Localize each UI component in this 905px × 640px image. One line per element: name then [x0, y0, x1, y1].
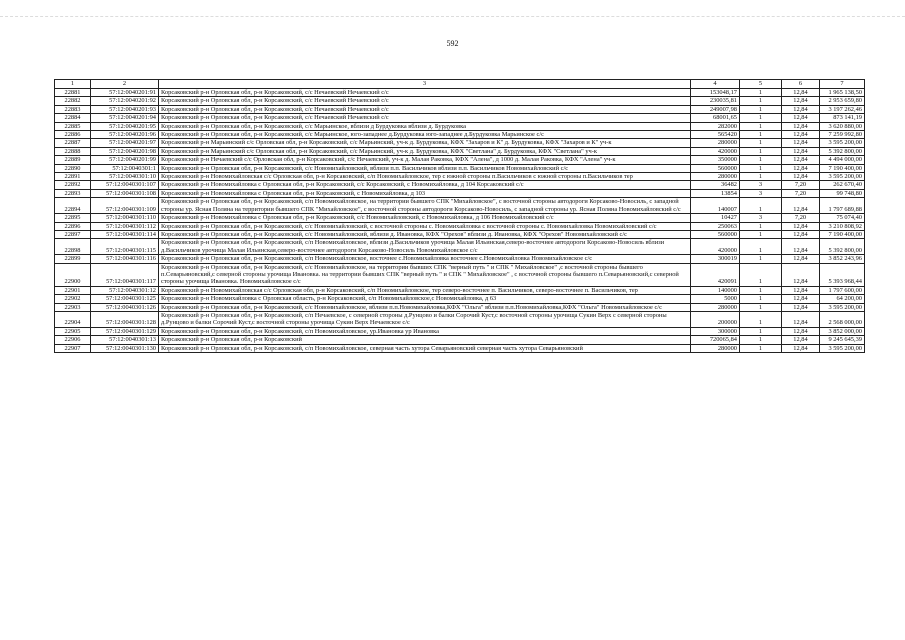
rate-value: 12,84	[782, 147, 820, 155]
location-description: Корсаковский р-н Орловская обл, р-н Корсаковский, с/с Новомихайловское, на территории бывших СПК "верный путь " и СПК " Михайловское" ,с восточной стороны бывшего п.Севарьяновский,с северной стороны урочища Ивановка. на территории бывших СПК "верный путь " и СПК " Михайловское" , с восточной стороны бывшего п.Севарьяновский,с северной стороны урочища Ивановка. Новомихайловское с/с	[159, 263, 691, 286]
area-value: 420091	[691, 263, 740, 286]
coefficient: 1	[740, 263, 782, 286]
column-header: 1	[55, 80, 91, 89]
row-number: 22891	[55, 173, 91, 181]
table-row	[55, 131, 865, 139]
column-header: 4	[691, 80, 740, 89]
cadastral-number: 57:12:0040201:96	[91, 131, 159, 139]
area-value: 300019	[691, 255, 740, 263]
coefficient: 1	[740, 198, 782, 214]
rate-value: 12,84	[782, 139, 820, 147]
location-description: Корсаковский р-н Орловская обл, р-н Корсаковский, с/с Нечаевский Нечаевский с/с	[159, 97, 691, 105]
cadastral-number: 57:12:0040301:12	[91, 286, 159, 294]
column-header: 2	[91, 80, 159, 89]
row-number: 22896	[55, 222, 91, 230]
coefficient: 3	[740, 181, 782, 189]
row-number: 22882	[55, 97, 91, 105]
area-value: 36482	[691, 181, 740, 189]
table-row	[55, 255, 865, 263]
row-number: 22898	[55, 239, 91, 255]
area-value: 420000	[691, 239, 740, 255]
coefficient: 1	[740, 114, 782, 122]
location-description: Корсаковский р-н Орловская обл, р-н Корсаковский, с/с Нечаевский Нечаевский с/с	[159, 89, 691, 97]
location-description: Корсаковский р-н Марьинский с/с Орловская обл, р-н Корсаковский, с/с Марьинский, уч-к д. Бурдуковка, КФХ "Захаров и К" д. Бурдуковка, КФХ "Захаров и К" уч-к	[159, 139, 691, 147]
area-value: 350000	[691, 156, 740, 164]
rate-value: 12,84	[782, 336, 820, 344]
location-description: Корсаковский р-н Новомихайловка с Орловская обл, р-н Корсаковский, с/с Корсаковский, с Новомихайловка, д 104 Корсаковский с/с	[159, 181, 691, 189]
coefficient: 1	[740, 239, 782, 255]
cadastral-number: 57:12:0040301:115	[91, 239, 159, 255]
table-row	[55, 122, 865, 130]
row-number: 22895	[55, 214, 91, 222]
cadastral-number: 57:12:0040201:91	[91, 89, 159, 97]
column-header: 6	[782, 80, 820, 89]
area-value: 560000	[691, 230, 740, 238]
area-value: 5000	[691, 295, 740, 303]
cadastral-value: 7 259 992,80	[820, 131, 865, 139]
rate-value: 12,84	[782, 344, 820, 352]
area-value: 230035,81	[691, 97, 740, 105]
table-row	[55, 156, 865, 164]
location-description: Корсаковский р-н Орловская обл, р-н Корсаковский, с/п Новомихайловское, вблизи д.Васильчиков урочища Малая Ильинская,северо-восточнее автодороги Корсаково-Новосиль вблизи д.Васильчиков урочища Малая Ильинская,северо-восточнее автодороги Корсаково-Новосиль Новомихайловское с/с	[159, 239, 691, 255]
location-description: Корсаковский р-н Орловская обл, р-н Корсаковский, с/п Нечаевское, с северной стороны д.Рунцово и балки Сорочий Куст,с восточной стороны урочища Сукин Верх с северной стороны д.Рунцово и балки Сорочий Куст,с восточной стороны урочища Сукин Верх Нечаевское с/с	[159, 311, 691, 327]
cadastral-value: 3 197 262,46	[820, 105, 865, 113]
area-value: 249007,98	[691, 105, 740, 113]
coefficient: 1	[740, 295, 782, 303]
table-row	[55, 181, 865, 189]
rate-value: 12,84	[782, 295, 820, 303]
coefficient: 1	[740, 173, 782, 181]
location-description: Корсаковский р-н Орловская обл, р-н Корсаковский, с/с Новомихайловское, вблизи п.п.Новомихайловка,КФХ "Ольга" вблизи п.п.Новомихайловка,КФХ "Ольга" Новомихайловское с/с	[159, 303, 691, 311]
cadastral-value: 262 670,40	[820, 181, 865, 189]
row-number: 22890	[55, 164, 91, 172]
area-value: 420000	[691, 147, 740, 155]
coefficient: 1	[740, 131, 782, 139]
table-header-row	[55, 80, 865, 89]
coefficient: 1	[740, 255, 782, 263]
row-number: 22897	[55, 230, 91, 238]
cadastral-number: 57:12:0040201:92	[91, 97, 159, 105]
rate-value: 12,84	[782, 114, 820, 122]
location-description: Корсаковский р-н Орловская обл, р-н Корсаковский, с/с Нечаевский Нечаевский с/с	[159, 105, 691, 113]
coefficient: 1	[740, 156, 782, 164]
location-description: Корсаковский р-н Орловская обл, р-н Корсаковский, с/п Новомихайловское, восточнее с.Новомихайловка восточнее с.Новомихайловка Новомихайловское с/с	[159, 255, 691, 263]
cadastral-value: 4 494 000,00	[820, 156, 865, 164]
rate-value: 12,84	[782, 131, 820, 139]
area-value: 720065,84	[691, 336, 740, 344]
row-number: 22899	[55, 255, 91, 263]
cadastral-value: 99 748,80	[820, 189, 865, 197]
location-description: Корсаковский р-н Орловская обл, р-н Корсаковский, с/с Марьинское, вблизи д Бурдуковка вблизи д. Бурдуковка	[159, 122, 691, 130]
cadastral-value: 9 245 645,39	[820, 336, 865, 344]
table-row	[55, 263, 865, 286]
table-row	[55, 139, 865, 147]
row-number: 22887	[55, 139, 91, 147]
coefficient: 1	[740, 122, 782, 130]
coefficient: 3	[740, 214, 782, 222]
coefficient: 3	[740, 189, 782, 197]
cadastral-number: 57:12:0040201:98	[91, 147, 159, 155]
cadastral-value: 3 852 000,00	[820, 327, 865, 335]
row-number: 22894	[55, 198, 91, 214]
area-value: 153048,17	[691, 89, 740, 97]
location-description: Корсаковский р-н Новомихайловская с/с Орловская обл, р-н Корсаковский, с/п Новомихайловское, тер с южной стороны п.Васильчиков с южной стороны п.Васильчиков тер	[159, 173, 691, 181]
table-row	[55, 147, 865, 155]
row-number: 22893	[55, 189, 91, 197]
row-number: 22881	[55, 89, 91, 97]
area-value: 140000	[691, 286, 740, 294]
coefficient: 1	[740, 222, 782, 230]
row-number: 22907	[55, 344, 91, 352]
location-description: Корсаковский р-н Орловская обл, р-н Корсаковский, с/с Нечаевский Нечаевский с/с	[159, 114, 691, 122]
rate-value: 12,84	[782, 222, 820, 230]
table-row	[55, 198, 865, 214]
column-header: 7	[820, 80, 865, 89]
cadastral-number: 57:12:0040301:107	[91, 181, 159, 189]
cadastral-number: 57:12:0040301:130	[91, 344, 159, 352]
location-description: Корсаковский р-н Орловская обл, р-н Корсаковский, с/с Новомихайловский, вблизи д. Ивановка, КФХ "Орехов" вблизи д. Ивановка, КФХ "Орехов" Новомихайловский с/с	[159, 230, 691, 238]
table-row	[55, 286, 865, 294]
location-description: Корсаковский р-н Орловская обл, р-н Корсаковский, с/п Новомихайловское, ур.Ивановка ур Ивановка	[159, 327, 691, 335]
cadastral-value: 873 141,19	[820, 114, 865, 122]
row-number: 22884	[55, 114, 91, 122]
cadastral-number: 57:12:0040301:129	[91, 327, 159, 335]
location-description: Корсаковский р-н Новомихайловка с Орловская обл, р-н Корсаковский, с/с Новомихайловский, с Новомихайловка, д 106 Новомихайловский с/с	[159, 214, 691, 222]
cadastral-value: 75 074,40	[820, 214, 865, 222]
row-number: 22888	[55, 147, 91, 155]
rate-value: 12,84	[782, 156, 820, 164]
location-description: Корсаковский р-н Орловская обл, р-н Корсаковский, с/п Новомихайловское, на территории бывшего СПК "Михайловское", с восточной стороны автодороги Корсаково-Новосиль, с западной стороны ур. Ясная Поляна на территории бывшего СПК "Михайловское", с восточной стороны автодороги Корсаково-Новосиль, с западной стороны ур. Ясная Поляна Новомихайловский с/с	[159, 198, 691, 214]
table-row	[55, 311, 865, 327]
cadastral-value: 3 595 200,00	[820, 303, 865, 311]
row-number: 22903	[55, 303, 91, 311]
area-value: 68001,65	[691, 114, 740, 122]
cadastral-number: 57:12:0040301:117	[91, 263, 159, 286]
area-value: 280000	[691, 303, 740, 311]
location-description: Корсаковский р-н Орловская обл, р-н Корсаковский, с/с Марьинское, юго-западнее д.Бурдуковка юго-западнее д.Бурдуковка Марьинское с/с	[159, 131, 691, 139]
cadastral-value: 7 190 400,00	[820, 164, 865, 172]
registry-table	[54, 79, 865, 353]
location-description: Корсаковский р-н Новомихайловская с/с Орловская обл, р-н Корсаковский, с/п Новомихайловское, тер северо-восточнее п. Васильчиков, северо-восточнее п. Васильчиков, тер	[159, 286, 691, 294]
coefficient: 1	[740, 139, 782, 147]
cadastral-number: 57:12:0040301:108	[91, 189, 159, 197]
cadastral-number: 57:12:0040301:10	[91, 173, 159, 181]
area-value: 300000	[691, 327, 740, 335]
rate-value: 12,84	[782, 263, 820, 286]
cadastral-number: 57:12:0040201:97	[91, 139, 159, 147]
cadastral-number: 57:12:0040301:1	[91, 164, 159, 172]
cadastral-value: 64 200,00	[820, 295, 865, 303]
area-value: 280000	[691, 139, 740, 147]
table-row	[55, 239, 865, 255]
table-row	[55, 327, 865, 335]
cadastral-value: 3 595 200,00	[820, 139, 865, 147]
rate-value: 12,84	[782, 173, 820, 181]
area-value: 13854	[691, 189, 740, 197]
cadastral-value: 5 392 800,00	[820, 239, 865, 255]
rate-value: 12,84	[782, 89, 820, 97]
table-row	[55, 105, 865, 113]
cadastral-value: 5 393 968,44	[820, 263, 865, 286]
table-row	[55, 89, 865, 97]
table-row	[55, 295, 865, 303]
rate-value: 7,20	[782, 181, 820, 189]
row-number: 22885	[55, 122, 91, 130]
cadastral-number: 57:12:0040301:110	[91, 214, 159, 222]
location-description: Корсаковский р-н Орловская обл, р-н Корсаковский, с/с Новомихайловский, с восточной стороны с. Новомихайловка с восточной стороны с. Новомихайловка Новомихайловский с/с	[159, 222, 691, 230]
cadastral-number: 57:12:0040301:109	[91, 198, 159, 214]
rate-value: 12,84	[782, 286, 820, 294]
rate-value: 12,84	[782, 164, 820, 172]
coefficient: 1	[740, 147, 782, 155]
rate-value: 12,84	[782, 327, 820, 335]
area-value: 282000	[691, 122, 740, 130]
table-row	[55, 173, 865, 181]
table-row	[55, 222, 865, 230]
area-value: 140007	[691, 198, 740, 214]
cadastral-value: 7 190 400,00	[820, 230, 865, 238]
area-value: 280000	[691, 173, 740, 181]
table-row	[55, 164, 865, 172]
cadastral-value: 1 797 689,88	[820, 198, 865, 214]
rate-value: 12,84	[782, 105, 820, 113]
cadastral-number: 57:12:0040301:116	[91, 255, 159, 263]
rate-value: 12,84	[782, 303, 820, 311]
area-value: 10427	[691, 214, 740, 222]
location-description: Корсаковский р-н Новомихайловка с Орловская обл, р-н Корсаковский, с Новомихайловка, д 103	[159, 189, 691, 197]
scan-artifact-line	[0, 16, 905, 23]
rate-value: 12,84	[782, 97, 820, 105]
rate-value: 7,20	[782, 214, 820, 222]
cadastral-number: 57:12:0040201:95	[91, 122, 159, 130]
coefficient: 1	[740, 311, 782, 327]
area-value: 200000	[691, 311, 740, 327]
cadastral-value: 2 953 659,80	[820, 97, 865, 105]
table-row	[55, 336, 865, 344]
cadastral-value: 3 620 880,00	[820, 122, 865, 130]
area-value: 565420	[691, 131, 740, 139]
row-number: 22901	[55, 286, 91, 294]
rate-value: 12,84	[782, 255, 820, 263]
row-number: 22886	[55, 131, 91, 139]
row-number: 22906	[55, 336, 91, 344]
column-header: 3	[159, 80, 691, 89]
row-number: 22883	[55, 105, 91, 113]
rate-value: 12,84	[782, 122, 820, 130]
row-number: 22889	[55, 156, 91, 164]
column-header: 5	[740, 80, 782, 89]
table-row	[55, 230, 865, 238]
coefficient: 1	[740, 230, 782, 238]
cadastral-value: 3 595 200,00	[820, 173, 865, 181]
rate-value: 12,84	[782, 230, 820, 238]
cadastral-value: 1 797 600,00	[820, 286, 865, 294]
cadastral-number: 57:12:0040301:126	[91, 303, 159, 311]
area-value: 250063	[691, 222, 740, 230]
coefficient: 1	[740, 344, 782, 352]
cadastral-number: 57:12:0040301:125	[91, 295, 159, 303]
cadastral-number: 57:12:0040201:93	[91, 105, 159, 113]
cadastral-number: 57:12:0040301:114	[91, 230, 159, 238]
coefficient: 1	[740, 97, 782, 105]
cadastral-number: 57:12:0040201:99	[91, 156, 159, 164]
cadastral-value: 1 965 138,50	[820, 89, 865, 97]
cadastral-number: 57:12:0040301:128	[91, 311, 159, 327]
cadastral-number: 57:12:0040201:94	[91, 114, 159, 122]
row-number: 22904	[55, 311, 91, 327]
cadastral-value: 3 210 808,92	[820, 222, 865, 230]
location-description: Корсаковский р-н Орловская обл, р-н Корсаковский	[159, 336, 691, 344]
table-row	[55, 214, 865, 222]
row-number: 22892	[55, 181, 91, 189]
cadastral-value: 3 852 243,96	[820, 255, 865, 263]
cadastral-value: 2 568 000,00	[820, 311, 865, 327]
coefficient: 1	[740, 327, 782, 335]
rate-value: 12,84	[782, 311, 820, 327]
location-description: Корсаковский р-н Нечаевский с/с Орловская обл, р-н Корсаковский, с/с Нечаевский, уч-к д. Малая Раковка, КФХ "Алена", д 1000 д. Малая Раковка, КФХ "Алена" уч-к	[159, 156, 691, 164]
cadastral-number: 57:12:0040301:13	[91, 336, 159, 344]
registry-table-container	[54, 79, 864, 353]
coefficient: 1	[740, 164, 782, 172]
table-row	[55, 344, 865, 352]
page-number: 592	[446, 39, 459, 48]
cadastral-value: 5 392 800,00	[820, 147, 865, 155]
area-value: 560000	[691, 164, 740, 172]
table-row	[55, 303, 865, 311]
coefficient: 1	[740, 303, 782, 311]
row-number: 22905	[55, 327, 91, 335]
coefficient: 1	[740, 89, 782, 97]
table-row	[55, 97, 865, 105]
table-row	[55, 114, 865, 122]
cadastral-value: 3 595 200,00	[820, 344, 865, 352]
location-description: Корсаковский р-н Марьинский с/с Орловская обл, р-н Корсаковский, с/с Марьинский, уч-к д. Бурдуковка, КФХ "Светлана" д. Бурдуковка, КФХ "Светлана" уч-к	[159, 147, 691, 155]
table-row	[55, 189, 865, 197]
location-description: Корсаковский р-н Орловская обл, р-н Корсаковский, с/п Новомихайловское, северная часть хутора Севарьяновский северная часть хутора Севарьяновский	[159, 344, 691, 352]
cadastral-number: 57:12:0040301:112	[91, 222, 159, 230]
rate-value: 12,84	[782, 198, 820, 214]
coefficient: 1	[740, 286, 782, 294]
row-number: 22902	[55, 295, 91, 303]
location-description: Корсаковский р-н Орловская обл, р-н Корсаковский, с/с Новомихайловский, вблизи п.п. Васильчиков вблизи п.п. Васильчиков Новомихайловский с/с	[159, 164, 691, 172]
coefficient: 1	[740, 336, 782, 344]
row-number: 22900	[55, 263, 91, 286]
rate-value: 12,84	[782, 239, 820, 255]
rate-value: 7,20	[782, 189, 820, 197]
coefficient: 1	[740, 105, 782, 113]
location-description: Корсаковский р-н Новомихайловка с Орловская область, р-н Корсаковский, с/п Новомихайловское,с Новомихайловка, д 63	[159, 295, 691, 303]
area-value: 280000	[691, 344, 740, 352]
